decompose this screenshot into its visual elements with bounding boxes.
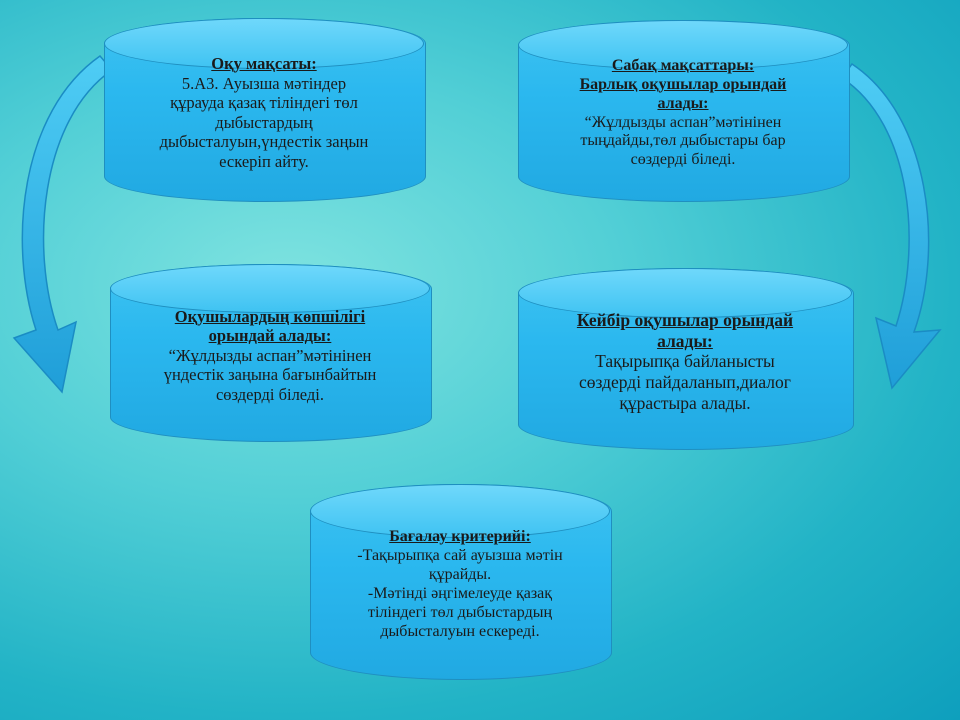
most-learners-heading-2: орындай алады: — [208, 326, 332, 346]
assessment-criteria-line-4: тіліндегі төл дыбыстардың — [367, 603, 553, 621]
cylinder-most-learners — [110, 264, 430, 440]
some-learners-heading-2: алады: — [657, 330, 713, 351]
some-learners-line-3: құрастыра алады. — [619, 392, 751, 413]
most-learners-line-2: үндестік заңына бағынбайтын — [163, 365, 377, 385]
most-learners-line-3: сөздерді біледі. — [215, 384, 325, 404]
lesson-objectives-heading: Сабақ мақсаттары: — [611, 56, 755, 74]
lesson-aim-line-3: дыбыстардың — [215, 112, 313, 132]
some-learners-line-2: сөздерді пайдаланып,диалог — [578, 371, 791, 392]
lesson-objectives-line-2: тыңдайды,төл дыбыстары бар — [580, 132, 786, 150]
right-curved-arrow — [842, 64, 940, 388]
lesson-objectives-line-1: “Жұлдызды аспан”мәтінінен — [584, 113, 782, 131]
lesson-aim-text — [123, 36, 405, 189]
some-learners-heading: Кейбір оқушылар орындай — [576, 309, 794, 330]
some-learners-line-1: Тақырыпқа байланысты — [595, 351, 775, 372]
cylinder-lesson-aim — [104, 18, 424, 200]
most-learners-text — [129, 282, 411, 430]
lesson-objectives-text — [538, 38, 828, 189]
cylinder-assessment-criteria — [310, 484, 610, 678]
lesson-objectives-line-3: сөздерді біледі. — [630, 151, 736, 169]
assessment-criteria-line-3: -Мәтінді әңгімелеуде қазақ — [367, 584, 553, 602]
most-learners-heading: Оқушылардың көпшілігі — [174, 306, 366, 326]
lesson-objectives-heading-2: Барлық оқушылар орындай — [579, 75, 787, 93]
lesson-objectives-heading-3: алады: — [657, 94, 709, 112]
most-learners-line-1: “Жұлдызды аспан”мәтінінен — [168, 345, 372, 365]
assessment-criteria-text — [328, 503, 592, 666]
assessment-criteria-line-2: құрайды. — [428, 565, 492, 583]
assessment-criteria-line-1: -Тақырыпқа сай ауызша мәтін — [357, 547, 563, 565]
assessment-criteria-line-5: дыбысталуын ескереді. — [380, 622, 540, 640]
cylinder-some-learners — [518, 268, 852, 448]
assessment-criteria-heading: Бағалау критерийі: — [389, 528, 531, 546]
lesson-aim-line-4: дыбысталуын,үндестік заңын — [159, 132, 369, 152]
lesson-aim-heading: Оқу мақсаты: — [211, 54, 317, 74]
lesson-aim-line-1: 5.А3. Ауызша мәтіндер — [181, 73, 347, 93]
lesson-aim-line-2: құрауда қазақ тіліндегі төл — [170, 93, 358, 113]
cylinder-lesson-objectives — [518, 20, 848, 200]
lesson-aim-line-5: ескеріп айту. — [219, 151, 309, 171]
some-learners-text — [538, 286, 832, 437]
left-curved-arrow — [14, 56, 112, 392]
